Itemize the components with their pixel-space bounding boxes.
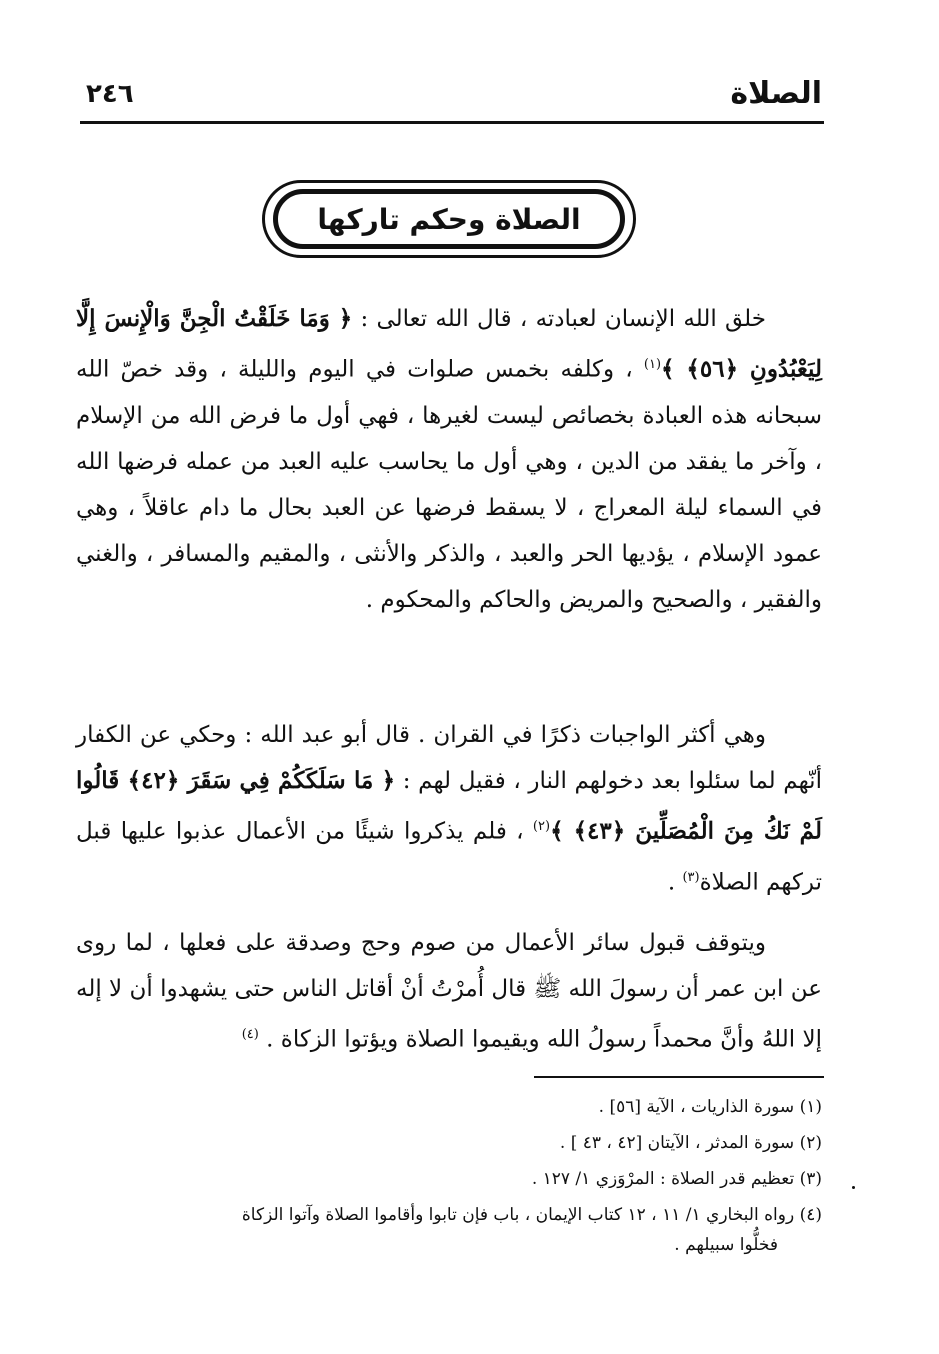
paragraph-1-text-a: خلق الله الإنسان لعبادته ، قال الله تعالى : <box>352 306 766 332</box>
footnote-4-line-1: (٤) رواه البخاري ١/ ١١ ، ١٢ كتاب الإيمان ، باب فإن تابوا وأقاموا الصلاة وآتوا الزكاة <box>241 1205 822 1225</box>
paragraph-3 <box>76 920 822 1058</box>
body-text <box>76 296 822 1058</box>
chapter-title-frame <box>262 180 636 258</box>
footnote-2: (٢) سورة المدثر ، الآيتان [٤٢ ، ٤٣ ] . <box>559 1133 822 1153</box>
footnotes <box>84 1092 822 1260</box>
footnote-3: (٣) تعظيم قدر الصلاة : المرْوَزي ١/ ١٢٧ . <box>531 1169 822 1189</box>
paragraph-3-text-a: ويتوقف قبول سائر الأعمال من صوم وحج وصدقة على فعلها ، لما روى عن ابن عمر أن رسولَ الله ﷺ قال أُمرْتُ أنْ أقاتل الناس حتى يشهدوا أن لا إله إلا اللهُ وأنَّ محمداً رسولُ الله ويقيموا الصلاة ويؤتوا الزكاة . <box>76 930 822 1053</box>
footnote-1: (١) سورة الذاريات ، الآية [٥٦] . <box>598 1097 822 1117</box>
paragraph-2 <box>76 712 822 896</box>
paragraph-1-text-b: ، وكلفه بخمس صلوات في اليوم والليلة ، وقد خصّ الله سبحانه هذه العبادة بخصائص ليست لغيرها ، فهي أول ما فرض الله من الإسلام ، وآخر ما يفقد من الدين ، وهي أول ما يحاسب عليه العبد من عمله فرضها الله في السماء ليلة المعراج ، لا يسقط فرضها عن العبد بحال ما دام عاقلاً ، وهي عمود الإسلام ، يؤديها الحر والعبد ، والذكر والأنثى ، والمقيم والمسافر ، والغني والفقير ، والصحيح والمريض والحاكم والمحكوم . <box>76 356 822 613</box>
footnote-ref-1: (١) <box>643 357 662 372</box>
footnote-4-line-2: فخلُّوا سبيلهم . <box>674 1235 778 1255</box>
paragraph-2-text-a: وهي أكثر الواجبات ذكرًا في القران . قال أبو عبد الله : وحكي عن الكفار أنّهم لما سئلوا بعد دخولهم النار ، فقيل لهم : <box>76 722 822 794</box>
paragraph-1 <box>76 296 822 688</box>
paragraph-2-text-b: ، فلم يذكروا شيئًا من الأعمال عذبوا عليها قبل تركهم الصلاة <box>76 818 822 896</box>
running-title: الصلاة <box>730 76 822 111</box>
scan-speck <box>852 1186 855 1189</box>
quran-verse-2: ﴿ مَا سَلَكَكُمْ فِي سَقَرَ ﴿٤٢﴾ قَالُوا لَمْ نَكُ مِنَ الْمُصَلِّينَ ﴿٤٣﴾ ﴾ <box>76 767 822 845</box>
page-number: ٢٤٦ <box>86 79 134 109</box>
chapter-title-inner-frame <box>273 189 625 249</box>
footnote-ref-2: (٢) <box>532 819 551 834</box>
page-header <box>86 68 822 112</box>
footnote-rule <box>534 1076 824 1078</box>
chapter-title: الصلاة وحكم تاركها <box>317 202 581 236</box>
header-rule <box>80 121 824 124</box>
paragraph-2-text-c: . <box>667 869 683 896</box>
footnote-ref-4: (٤) <box>241 1027 259 1042</box>
footnote-4 <box>84 1200 822 1260</box>
footnote-ref-3: (٣) <box>682 869 700 885</box>
quran-verse-1: ﴿ وَمَا خَلَقْتُ الْجِنَّ وَالْإِنسَ إِلَّا لِيَعْبُدُونِ ﴿٥٦﴾ ﴾ <box>76 305 822 383</box>
